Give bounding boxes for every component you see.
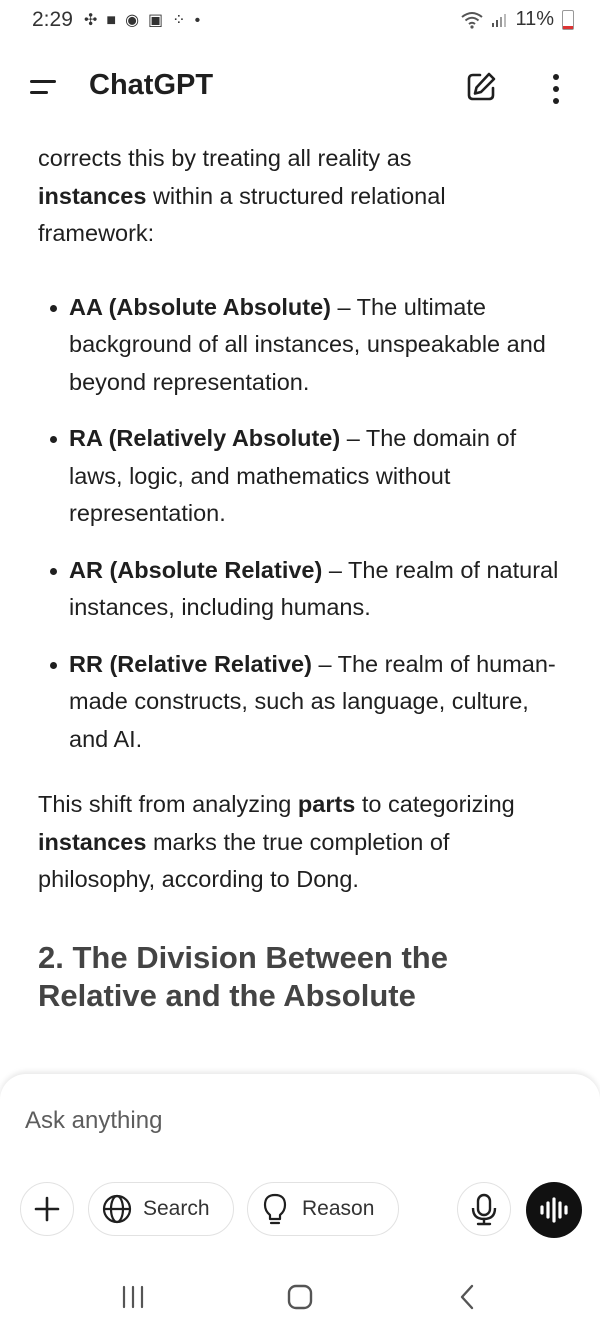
battery-percent: 11% [515, 8, 554, 30]
app-title: ChatGPT [89, 69, 214, 101]
ask-input[interactable] [25, 1104, 565, 1138]
status-bar [0, 0, 600, 44]
status-right [461, 8, 574, 31]
waveform-icon [526, 1182, 582, 1238]
back-icon[interactable] [456, 1282, 478, 1312]
battery-icon [562, 10, 574, 30]
new-chat-edit-icon[interactable] [464, 70, 498, 104]
wifi-icon [461, 11, 483, 29]
voice-mode-button[interactable] [526, 1182, 582, 1238]
bag-icon: ▣ [148, 12, 164, 29]
assistant-message [38, 140, 568, 1015]
bullet-desc: – The realm of human-made constructs, such as language, culture, and AI. [69, 650, 556, 752]
list-item [38, 289, 568, 402]
reason-button[interactable] [247, 1182, 399, 1236]
recent-apps-icon[interactable] [120, 1282, 146, 1312]
bullet-term: AR (Absolute Relative) [69, 556, 323, 583]
bullet-term: RA (Relatively Absolute) [69, 425, 341, 451]
signal-icon [491, 12, 507, 28]
lock-icon: ■ [106, 12, 117, 29]
plus-icon [20, 1182, 74, 1236]
home-icon[interactable] [286, 1282, 314, 1312]
intro-paragraph [38, 140, 568, 253]
dot-icon: • [194, 12, 201, 29]
bullet-term: RR (Relative Relative) [69, 650, 312, 677]
dots-icon: ⁘ [172, 12, 186, 29]
instance-list [38, 289, 568, 759]
bullet-desc: – The ultimate background of all instances, unspeakable and beyond representation. [69, 293, 546, 395]
list-item [38, 420, 568, 533]
mic-icon [457, 1182, 511, 1236]
search-label: Search [143, 1197, 210, 1220]
bullet-desc: – The domain of laws, logic, and mathematics without representation. [69, 425, 517, 526]
shift-bold: instances [38, 828, 147, 855]
app-header [0, 56, 600, 120]
section-heading: 2. The Division Between the Relative and the Absolute [38, 939, 448, 1013]
shift-paragraph [38, 786, 568, 899]
status-time: 2:29 [32, 8, 73, 31]
notification-icons [84, 11, 200, 31]
globe-icon [101, 1193, 133, 1225]
more-vertical-icon[interactable] [548, 70, 564, 108]
intro-bold: instances [38, 182, 147, 209]
system-nav-bar [0, 1264, 600, 1333]
bullet-term: AA (Absolute Absolute) [69, 293, 331, 320]
composer [0, 1074, 600, 1264]
shift-text: This shift from analyzing [38, 791, 298, 817]
grid-icon: ✣ [84, 12, 98, 29]
messenger-icon: ◉ [125, 12, 140, 29]
add-button[interactable] [20, 1182, 74, 1236]
shift-text: marks the true completion of philosophy, according to Dong. [38, 828, 450, 892]
hamburger-menu-icon[interactable] [30, 76, 60, 100]
search-button[interactable] [88, 1182, 234, 1236]
shift-text: to categorizing [355, 791, 515, 817]
list-item [38, 646, 568, 759]
lightbulb-icon [260, 1192, 290, 1226]
shift-bold: parts [297, 791, 356, 817]
list-item [38, 552, 568, 627]
mic-button[interactable] [457, 1182, 511, 1236]
intro-rest: within a structured relational framework: [38, 182, 446, 246]
reason-label: Reason [302, 1197, 375, 1220]
intro-text: corrects this by treating all reality as [38, 145, 412, 171]
bullet-desc: – The realm of natural instances, including humans. [69, 556, 559, 620]
